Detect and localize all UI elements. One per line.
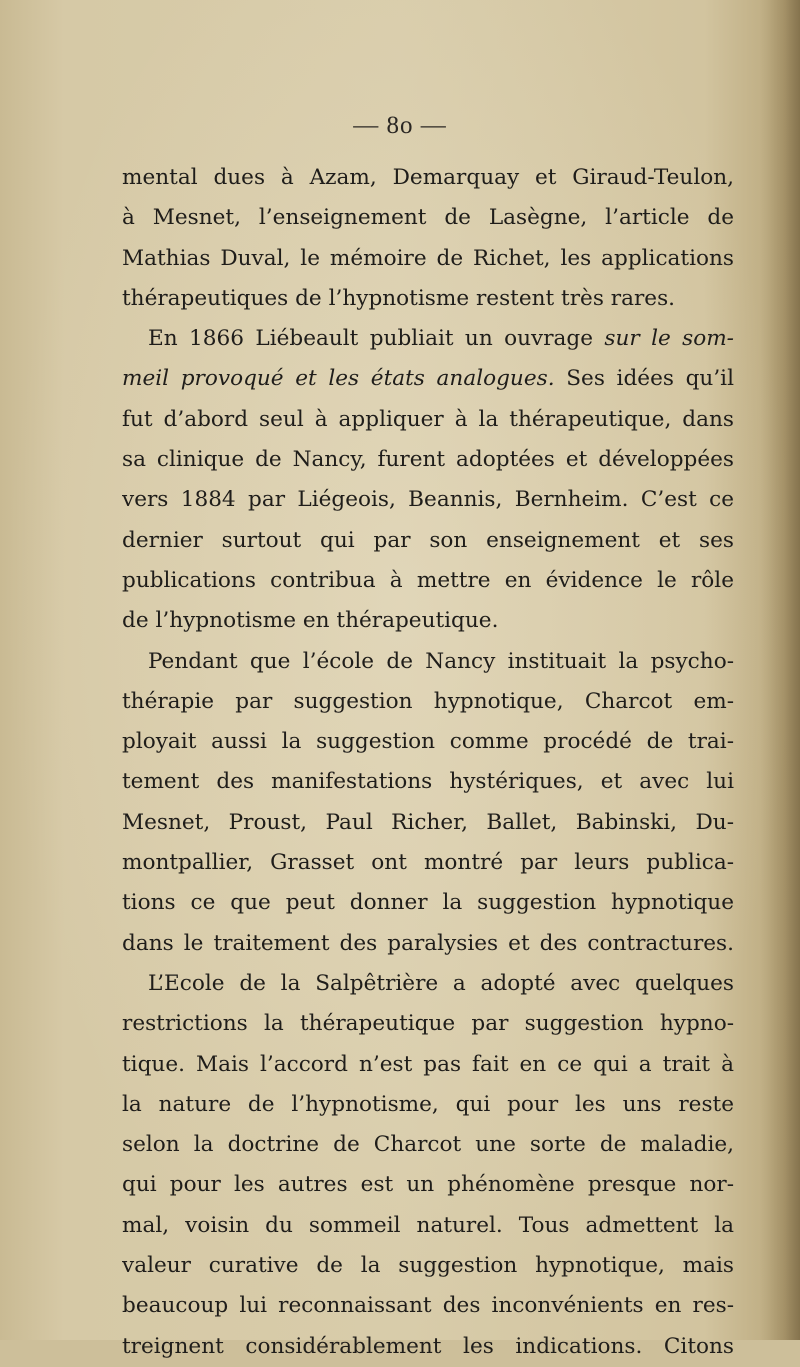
text-segment: Ses idées qu’il bbox=[554, 366, 734, 392]
text-segment: vers 1884 par Liégeois, Beannis, Bernheim. C’est ce bbox=[122, 487, 734, 513]
text-segment: qui pour les autres est un phénomène presque nor- bbox=[122, 1172, 734, 1198]
text-line bbox=[122, 400, 734, 440]
text-segment: mal, voisin du sommeil naturel. Tous admettent la bbox=[122, 1212, 734, 1238]
text-line bbox=[122, 198, 734, 238]
text-line bbox=[122, 1125, 734, 1165]
text-line bbox=[122, 1286, 734, 1326]
text-line bbox=[122, 1246, 734, 1286]
text-line bbox=[122, 359, 734, 399]
text-line bbox=[122, 521, 734, 561]
text-segment: dans le traitement des paralysies et des contractures. bbox=[122, 930, 734, 956]
text-segment: thérapie par suggestion hypnotique, Charcot em- bbox=[122, 688, 734, 714]
text-line bbox=[122, 924, 734, 964]
text-segment: tique. Mais l’accord n’est pas fait en ce qui a trait à bbox=[122, 1051, 734, 1077]
text-segment: Mesnet, Proust, Paul Richer, Ballet, Babinski, Du- bbox=[122, 809, 734, 835]
text-line bbox=[122, 480, 734, 520]
text-segment: En 1866 Liébeault publiait un ouvrage bbox=[148, 326, 605, 352]
text-line bbox=[122, 440, 734, 480]
text-line bbox=[122, 682, 734, 722]
text-line bbox=[122, 722, 734, 762]
text-segment: fut d’abord seul à appliquer à la thérapeutique, dans bbox=[122, 406, 734, 432]
text-segment: thérapeutiques de l’hypnotisme restent très rares. bbox=[122, 285, 676, 311]
text-line bbox=[122, 642, 734, 682]
text-line bbox=[122, 803, 734, 843]
text-segment: treignent considérablement les indications. Citons bbox=[122, 1333, 734, 1359]
text-segment: L’Ecole de la Salpêtrière a adopté avec quelques bbox=[148, 970, 734, 996]
text-segment: valeur curative de la suggestion hypnotique, mais bbox=[122, 1253, 734, 1279]
text-segment: tions ce que peut donner la suggestion hypnotique bbox=[122, 890, 734, 916]
text-segment: dernier surtout qui par son enseignement et ses bbox=[122, 527, 734, 553]
text-line bbox=[122, 1004, 734, 1044]
text-line bbox=[122, 279, 734, 319]
page-edge-shadow bbox=[760, 0, 800, 1340]
text-segment: Pendant que l’école de Nancy instituait la psycho- bbox=[148, 648, 734, 674]
text-line bbox=[122, 239, 734, 279]
text-line bbox=[122, 1206, 734, 1246]
text-line bbox=[122, 158, 734, 198]
text-line bbox=[122, 964, 734, 1004]
text-segment: ployait aussi la suggestion comme procédé de trai- bbox=[122, 729, 734, 755]
text-line bbox=[122, 843, 734, 883]
text-line bbox=[122, 319, 734, 359]
text-line bbox=[122, 601, 734, 641]
text-segment: sa clinique de Nancy, furent adoptées et développées bbox=[122, 447, 734, 473]
text-segment: Mathias Duval, le mémoire de Richet, les applications bbox=[122, 245, 734, 271]
italic-text-segment: meil provoqué et les états analogues. bbox=[122, 366, 555, 392]
text-segment: beaucoup lui reconnaissant des inconvénients en res- bbox=[122, 1293, 734, 1319]
body-text bbox=[122, 158, 734, 1367]
text-line bbox=[122, 561, 734, 601]
text-line bbox=[122, 1327, 734, 1367]
text-segment: mental dues à Azam, Demarquay et Giraud-Teulon, bbox=[122, 165, 734, 190]
text-segment: restrictions la thérapeutique par suggestion hypno- bbox=[122, 1011, 734, 1037]
page-number: — 8o — bbox=[353, 112, 447, 139]
text-line bbox=[122, 1085, 734, 1125]
text-line bbox=[122, 762, 734, 802]
text-segment: montpallier, Grasset ont montré par leurs publica- bbox=[122, 850, 734, 876]
text-segment: publications contribua à mettre en évidence le rôle bbox=[122, 567, 734, 593]
text-segment: de l’hypnotisme en thérapeutique. bbox=[122, 608, 499, 634]
text-segment: à Mesnet, l’enseignement de Lasègne, l’article de bbox=[122, 205, 734, 231]
text-line bbox=[122, 883, 734, 923]
text-segment: tement des manifestations hystériques, et avec lui bbox=[122, 769, 734, 795]
text-segment: la nature de l’hypnotisme, qui pour les uns reste bbox=[122, 1091, 734, 1117]
text-segment: selon la doctrine de Charcot une sorte de maladie, bbox=[122, 1132, 734, 1158]
text-line bbox=[122, 1165, 734, 1205]
text-line bbox=[122, 1045, 734, 1085]
italic-text-segment: sur le som- bbox=[604, 326, 734, 352]
